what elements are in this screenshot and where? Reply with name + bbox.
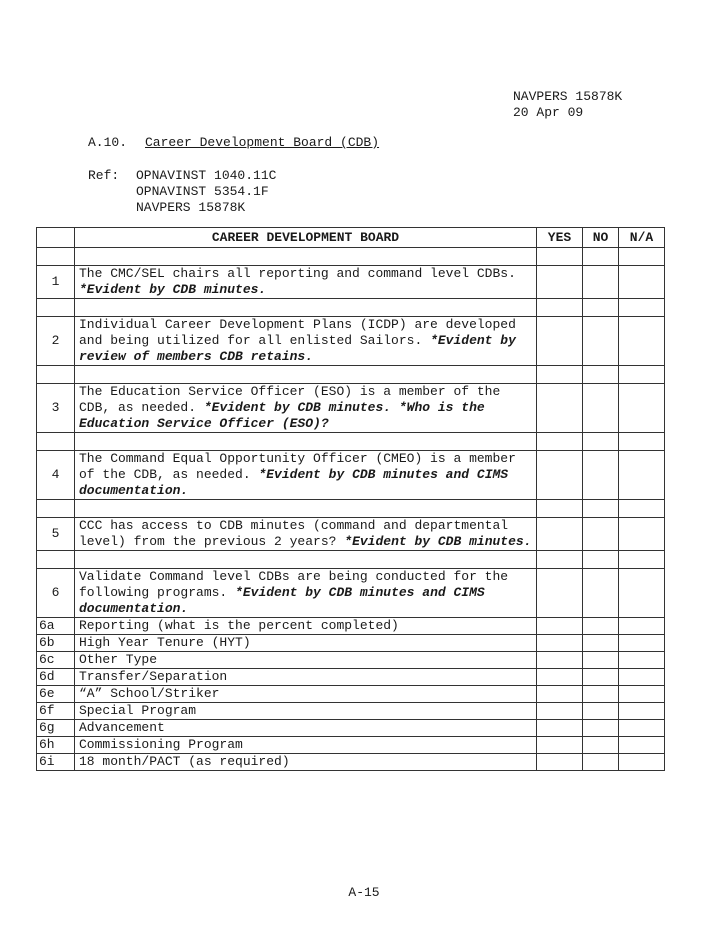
table-row bbox=[37, 518, 665, 551]
no-cell[interactable] bbox=[583, 618, 619, 635]
no-cell[interactable] bbox=[583, 266, 619, 299]
evidence-text: *Evident by CDB minutes and CIMS documentation. bbox=[79, 585, 485, 616]
yes-cell[interactable] bbox=[537, 451, 583, 500]
row-question bbox=[75, 569, 537, 618]
reference-item: NAVPERS 15878K bbox=[136, 200, 246, 215]
section-number: A.10. bbox=[88, 135, 128, 150]
yes-cell[interactable] bbox=[537, 569, 583, 618]
no-cell[interactable] bbox=[583, 669, 619, 686]
sub-item-number: 6g bbox=[37, 720, 75, 737]
row-number: 1 bbox=[37, 266, 75, 299]
spacer-row bbox=[37, 433, 665, 451]
evidence-text: *Evident by CDB minutes. bbox=[344, 534, 532, 549]
evidence-text: *Evident by CDB minutes. bbox=[79, 282, 267, 297]
row-number: 5 bbox=[37, 518, 75, 551]
no-cell[interactable] bbox=[583, 652, 619, 669]
document-date: 20 Apr 09 bbox=[513, 105, 584, 120]
na-cell[interactable] bbox=[619, 720, 665, 737]
question-text: Validate Command level CDBs are being conducted for the following programs. bbox=[79, 569, 509, 600]
yes-cell[interactable] bbox=[537, 635, 583, 652]
sub-item-number: 6h bbox=[37, 737, 75, 754]
sub-item-text: Other Type bbox=[75, 652, 537, 669]
yes-cell[interactable] bbox=[537, 266, 583, 299]
sub-item-row bbox=[37, 686, 665, 703]
section-heading bbox=[88, 135, 379, 150]
sub-item-number: 6e bbox=[37, 686, 75, 703]
no-cell[interactable] bbox=[583, 754, 619, 771]
row-question bbox=[75, 384, 537, 433]
na-cell[interactable] bbox=[619, 635, 665, 652]
spacer-row bbox=[37, 551, 665, 569]
row-number: 4 bbox=[37, 451, 75, 500]
question-text: Individual Career Development Plans (ICDP) are developed and being utilized for all enlisted Sailors. bbox=[79, 317, 516, 348]
no-cell[interactable] bbox=[583, 569, 619, 618]
row-number: 2 bbox=[37, 317, 75, 366]
sub-item-text: Commissioning Program bbox=[75, 737, 537, 754]
na-cell[interactable] bbox=[619, 669, 665, 686]
row-question bbox=[75, 266, 537, 299]
no-cell[interactable] bbox=[583, 518, 619, 551]
checklist-table bbox=[36, 227, 665, 771]
table-header-row bbox=[37, 228, 665, 248]
spacer-row bbox=[37, 366, 665, 384]
sub-item-row bbox=[37, 737, 665, 754]
col-yes-header: YES bbox=[537, 228, 583, 248]
table-row bbox=[37, 317, 665, 366]
no-cell[interactable] bbox=[583, 451, 619, 500]
reference-item: OPNAVINST 1040.11C bbox=[136, 168, 277, 183]
spacer-row bbox=[37, 299, 665, 317]
question-text: The Education Service Officer (ESO) is a member of the CDB, as needed. bbox=[79, 384, 501, 415]
na-cell[interactable] bbox=[619, 703, 665, 720]
no-cell[interactable] bbox=[583, 720, 619, 737]
na-cell[interactable] bbox=[619, 652, 665, 669]
question-text: CCC has access to CDB minutes (command and departmental level) from the previous 2 years? bbox=[79, 518, 509, 549]
yes-cell[interactable] bbox=[537, 737, 583, 754]
row-question bbox=[75, 451, 537, 500]
na-cell[interactable] bbox=[619, 451, 665, 500]
sub-item-text: Reporting (what is the percent completed) bbox=[75, 618, 537, 635]
sub-item-row bbox=[37, 703, 665, 720]
sub-item-text: Special Program bbox=[75, 703, 537, 720]
sub-item-number: 6b bbox=[37, 635, 75, 652]
na-cell[interactable] bbox=[619, 317, 665, 366]
yes-cell[interactable] bbox=[537, 618, 583, 635]
na-cell[interactable] bbox=[619, 569, 665, 618]
table-row bbox=[37, 266, 665, 299]
sub-item-number: 6c bbox=[37, 652, 75, 669]
yes-cell[interactable] bbox=[537, 518, 583, 551]
document-id: NAVPERS 15878K bbox=[513, 89, 623, 104]
sub-item-row bbox=[37, 635, 665, 652]
col-na-header: N/A bbox=[619, 228, 665, 248]
na-cell[interactable] bbox=[619, 686, 665, 703]
na-cell[interactable] bbox=[619, 384, 665, 433]
no-cell[interactable] bbox=[583, 635, 619, 652]
header-num-cell bbox=[37, 228, 75, 248]
references-label: Ref: bbox=[88, 168, 120, 183]
sub-item-row bbox=[37, 669, 665, 686]
yes-cell[interactable] bbox=[537, 669, 583, 686]
evidence-text: *Evident by CDB minutes and CIMS documentation. bbox=[79, 467, 509, 498]
table-row bbox=[37, 384, 665, 433]
sub-item-text: High Year Tenure (HYT) bbox=[75, 635, 537, 652]
sub-item-text: Transfer/Separation bbox=[75, 669, 537, 686]
page-number: A-15 bbox=[348, 885, 380, 900]
sub-item-number: 6f bbox=[37, 703, 75, 720]
sub-item-number: 6a bbox=[37, 618, 75, 635]
yes-cell[interactable] bbox=[537, 720, 583, 737]
no-cell[interactable] bbox=[583, 384, 619, 433]
table-title: CAREER DEVELOPMENT BOARD bbox=[75, 228, 537, 248]
section-title: Career Development Board (CDB) bbox=[145, 135, 380, 150]
evidence-text: *Evident by review of members CDB retains. bbox=[79, 333, 516, 364]
spacer-row bbox=[37, 500, 665, 518]
row-number: 3 bbox=[37, 384, 75, 433]
sub-item-row bbox=[37, 720, 665, 737]
question-text: The CMC/SEL chairs all reporting and command level CDBs. bbox=[79, 266, 516, 281]
row-question bbox=[75, 317, 537, 366]
sub-item-row bbox=[37, 652, 665, 669]
sub-item-text: “A” School/Striker bbox=[75, 686, 537, 703]
no-cell[interactable] bbox=[583, 703, 619, 720]
na-cell[interactable] bbox=[619, 754, 665, 771]
na-cell[interactable] bbox=[619, 266, 665, 299]
na-cell[interactable] bbox=[619, 737, 665, 754]
table-row bbox=[37, 569, 665, 618]
sub-item-number: 6d bbox=[37, 669, 75, 686]
table-row bbox=[37, 451, 665, 500]
sub-item-number: 6i bbox=[37, 754, 75, 771]
question-text: The Command Equal Opportunity Officer (CMEO) is a member of the CDB, as needed. bbox=[79, 451, 516, 482]
evidence-text: *Evident by CDB minutes. *Who is the Education Service Officer (ESO)? bbox=[79, 400, 485, 431]
sub-item-row bbox=[37, 754, 665, 771]
sub-item-row bbox=[37, 618, 665, 635]
reference-item: OPNAVINST 5354.1F bbox=[136, 184, 269, 199]
no-cell[interactable] bbox=[583, 737, 619, 754]
row-question bbox=[75, 518, 537, 551]
yes-cell[interactable] bbox=[537, 703, 583, 720]
yes-cell[interactable] bbox=[537, 317, 583, 366]
yes-cell[interactable] bbox=[537, 686, 583, 703]
yes-cell[interactable] bbox=[537, 652, 583, 669]
no-cell[interactable] bbox=[583, 686, 619, 703]
row-number: 6 bbox=[37, 569, 75, 618]
col-no-header: NO bbox=[583, 228, 619, 248]
no-cell[interactable] bbox=[583, 317, 619, 366]
na-cell[interactable] bbox=[619, 518, 665, 551]
sub-item-text: 18 month/PACT (as required) bbox=[75, 754, 537, 771]
references bbox=[88, 168, 276, 216]
spacer-row bbox=[37, 248, 665, 266]
yes-cell[interactable] bbox=[537, 384, 583, 433]
sub-item-text: Advancement bbox=[75, 720, 537, 737]
na-cell[interactable] bbox=[619, 618, 665, 635]
yes-cell[interactable] bbox=[537, 754, 583, 771]
